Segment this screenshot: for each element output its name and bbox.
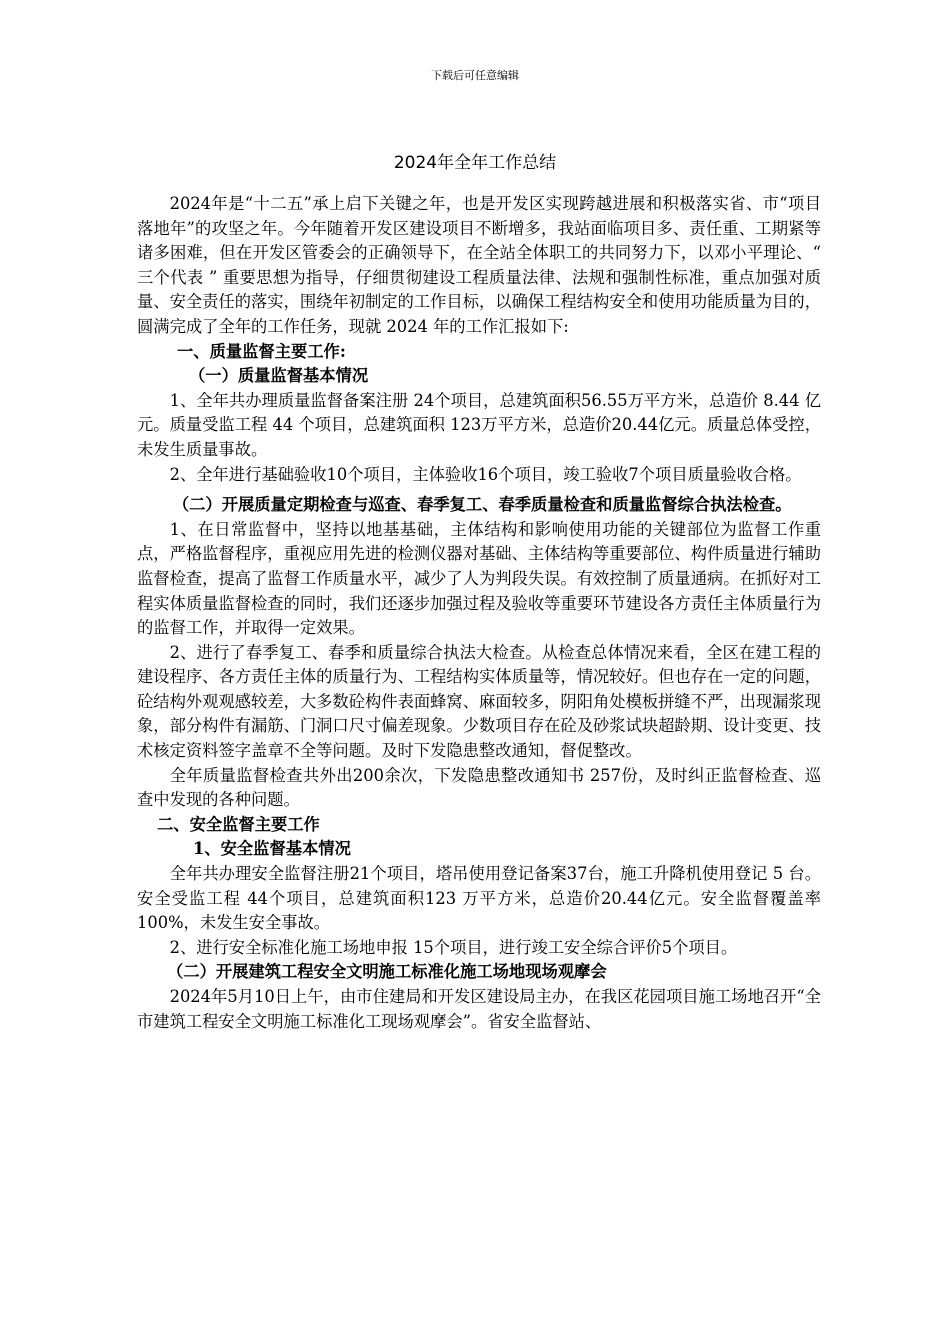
- paragraph: 1、在日常监督中，坚持以地基基础，主体结构和影响使用功能的关键部位为监督工作重点，严格监督程序，重视应用先进的检测仪器对基础、主体结构等重要部位、构件质量进行辅助监督检查，提高了监督工作质量水平，减少了人为判段失误。有效控制了质量通病。在抓好对工程实体质量监督检查的同时，我们还逐步加强过程及验收等重要环节建设各方责任主体质量行为的监督工作，并取得一定效果。: [137, 519, 821, 638]
- paragraph: 2、进行了春季复工、春季和质量综合执法大检查。从检查总体情况来看，全区在建工程的建设程序、各方责任主体的质量行为、工程结构实体质量等，情况较好。但也存在一定的问题，砼结构外观观感较差，大多数砼构件表面蜂窝、麻面较多，阴阳角处模板拼缝不严，出现漏浆现象，部分构件有漏筋、门洞口尺寸偏差现象。少数项目存在砼及砂浆试块超龄期、设计变更、技术核定资料签字盖章不全等问题。及时下发隐患整改通知，督促整改。: [137, 642, 821, 761]
- paragraph: 全年质量监督检查共外出200余次，下发隐患整改通知书 257份，及时纠正监督检查、巡查中发现的各种问题。: [137, 765, 821, 810]
- document-body: [137, 192, 821, 1034]
- paragraph: 1、全年共办理质量监督备案注册 24个项目，总建筑面积56.55万平方米，总造价 8.44 亿元。质量受监工程 44 个项目，总建筑面积 123万平方米，总造价20.44亿元。质量总体受控，未发生质量事故。: [137, 390, 821, 459]
- subsection-heading-safety-basic: 1、安全监督基本情况: [193, 839, 351, 859]
- page-header: 下载后可任意编辑: [431, 69, 519, 82]
- subsection-heading-quality-inspection: （二）开展质量定期检查与巡查、春季复工、春季质量检查和质量监督综合执法检查。: [172, 495, 792, 515]
- intro-paragraph: 2024年是“十二五”承上启下关键之年，也是开发区实现跨越进展和积极落实省、市“项目落地年”的攻坚之年。今年随着开发区建设项目不断增多，我站面临项目多、责任重、工期紧等诸多困难，但在开发区管委会的正确领导下，在全站全体职工的共同努力下，以邓小平理论、“ 三个代表 ” 重要思想为指导，仔细贯彻建设工程质量法律、法规和强制性标准，重点加强对质量、安全责任的落实，围绕年初制定的工作目标，以确保工程结构安全和使用功能质量为目的，圆满完成了全年的工作任务，现就 2024 年的工作汇报如下:: [137, 194, 821, 336]
- section-heading-quality: 一、质量监督主要工作:: [177, 341, 346, 361]
- paragraph: 2024年5月10日上午，由市住建局和开发区建设局主办，在我区花园项目施工场地召开“全市建筑工程安全文明施工标准化工现场观摩会”。省安全监督站、: [137, 987, 821, 1031]
- document-title: 2024年全年工作总结: [393, 153, 557, 173]
- paragraph: 全年共办理安全监督注册21个项目，塔吊使用登记备案37台，施工升降机使用登记 5 台。安全受监工程 44个项目，总建筑面积123 万平方米，总造价20.44亿元。安全监督覆盖率100%，未发生安全事故。: [137, 864, 821, 933]
- section-heading-safety: 二、安全监督主要工作: [157, 814, 320, 834]
- subsection-heading-quality-basic: （一）质量监督基本情况: [189, 366, 369, 386]
- paragraph: 2、全年进行基础验收10个项目，主体验收16个项目，竣工验收7个项目质量验收合格。: [169, 464, 802, 484]
- paragraph: 2、进行安全标准化施工场地申报 15个项目，进行竣工安全综合评价5个项目。: [169, 937, 738, 957]
- subsection-heading-safety-event: （二）开展建筑工程安全文明施工标准化施工场地现场观摩会: [167, 962, 607, 982]
